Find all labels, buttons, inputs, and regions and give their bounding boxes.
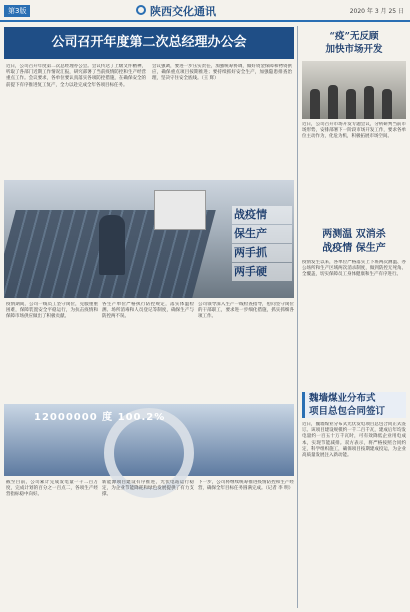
figure-caption: 12000000 度 100.2% (34, 412, 166, 423)
equipment-box-image (154, 190, 206, 230)
person-image (382, 89, 392, 119)
side-story-1-text: 近日，公司召开市场开发专题会议，分析研判当前市场形势，安排部署下一阶段市场开发工作，要求各单位主动作为，化危为机，积极拓展市场空间。 (302, 122, 406, 140)
photo-slogan (232, 206, 292, 282)
person-image (328, 85, 338, 119)
side-story-2-title: 两测温 双消杀 战疫情 保生产 (322, 229, 386, 254)
person-image (346, 89, 356, 119)
slogan-line-1: 战疫情 (232, 206, 292, 224)
main-story-para-2: 会议强调，要进一步压实责任，加强统筹协调，做好资金保障和物资供应，确保重点项目按期推进；要持续抓好安全生产，加强隐患排查治理，坚决守住安全底线。（王 辉） (152, 64, 292, 82)
page-number: 第3版 (4, 5, 30, 17)
slogan-line-2: 保生产 (232, 225, 292, 243)
worker-image (99, 215, 125, 275)
side-story-1-photo (302, 61, 406, 119)
slogan-line-3: 两手抓 (232, 244, 292, 262)
main-headline-banner (4, 27, 294, 59)
middle-text-col-2: 各生产单位严格执行防控规定，落实体温检测、场所消毒和人员登记等制度，确保生产与防控两不误。 (102, 302, 194, 320)
masthead (0, 0, 410, 22)
main-story-para-1: 近日，公司召开年度第二次总经理办公会。会议传达了上级文件精神，听取了各部门近期工作情况汇报，研究部署了当前疫情防控和生产经营重点工作。会议要求，各单位要认真落实各项防控措施，在确保安全的前提下有序推进复工复产，全力以赴完成全年各项目标任务。 (6, 64, 146, 88)
lower-text-col-1: 截至目前，公司累计完成发电量一千二百万度，完成计划的百分之一百点二，各项生产经营指标稳中向好。 (6, 480, 98, 498)
middle-text-col-1: 疫情期间，公司一线员工坚守岗位，克服重重困难，保障装置安全平稳运行，为抗击疫情和保障市场供应做出了积极贡献。 (6, 302, 98, 320)
person-image (364, 86, 374, 119)
lower-text-col-2: 新能源项目建设有序推进，光伏电站运行稳定，为企业节能降耗和绿色发展提供了有力支撑。 (102, 480, 194, 498)
side-story-3-title: 魏墙煤业分布式 项目总包合同签订 (302, 392, 406, 418)
logo-icon (136, 5, 146, 15)
side-story-1-title: “疫”无反顾 加快市场开发 (325, 31, 383, 55)
middle-text-col-3: 公司领导深入生产一线检查指导，慰问坚守岗位的干部职工，要求进一步细化措施，抓实抓细各项工作。 (198, 302, 294, 320)
issue-date: 2020 年 3 月 25 日 (349, 8, 404, 15)
side-story-3-text: 近日，魏墙煤业分布式光伏发电项目总包合同正式签订。该项目建设规模约一千二百千瓦，建成后年均发电量约一百五十万千瓦时，可有效降低企业用电成本，实现节能减排。双方表示，将严格按照合同约定，科学组织施工，确保项目按期建成投运，为企业高质量发展注入新动能。 (302, 422, 406, 459)
column-divider (297, 26, 298, 608)
lower-text-col-3: 下一步，公司将继续统筹推进疫情防控和生产经营，确保全年目标任务圆满完成。（记者 李 明） (198, 480, 294, 492)
person-image (310, 89, 320, 119)
side-story-2-text: 疫情发生以来，各单位严格落实上下班两次测温、办公场所和生产区域两次消杀制度，做到防控无死角、全覆盖，切实保障员工身体健康和生产有序进行。 (302, 260, 406, 278)
paper-name: 陕西交化通讯 (150, 5, 216, 18)
main-headline: 公司召开年度第二次总经理办公会 (51, 35, 247, 50)
slogan-line-4: 两手硬 (232, 263, 292, 281)
